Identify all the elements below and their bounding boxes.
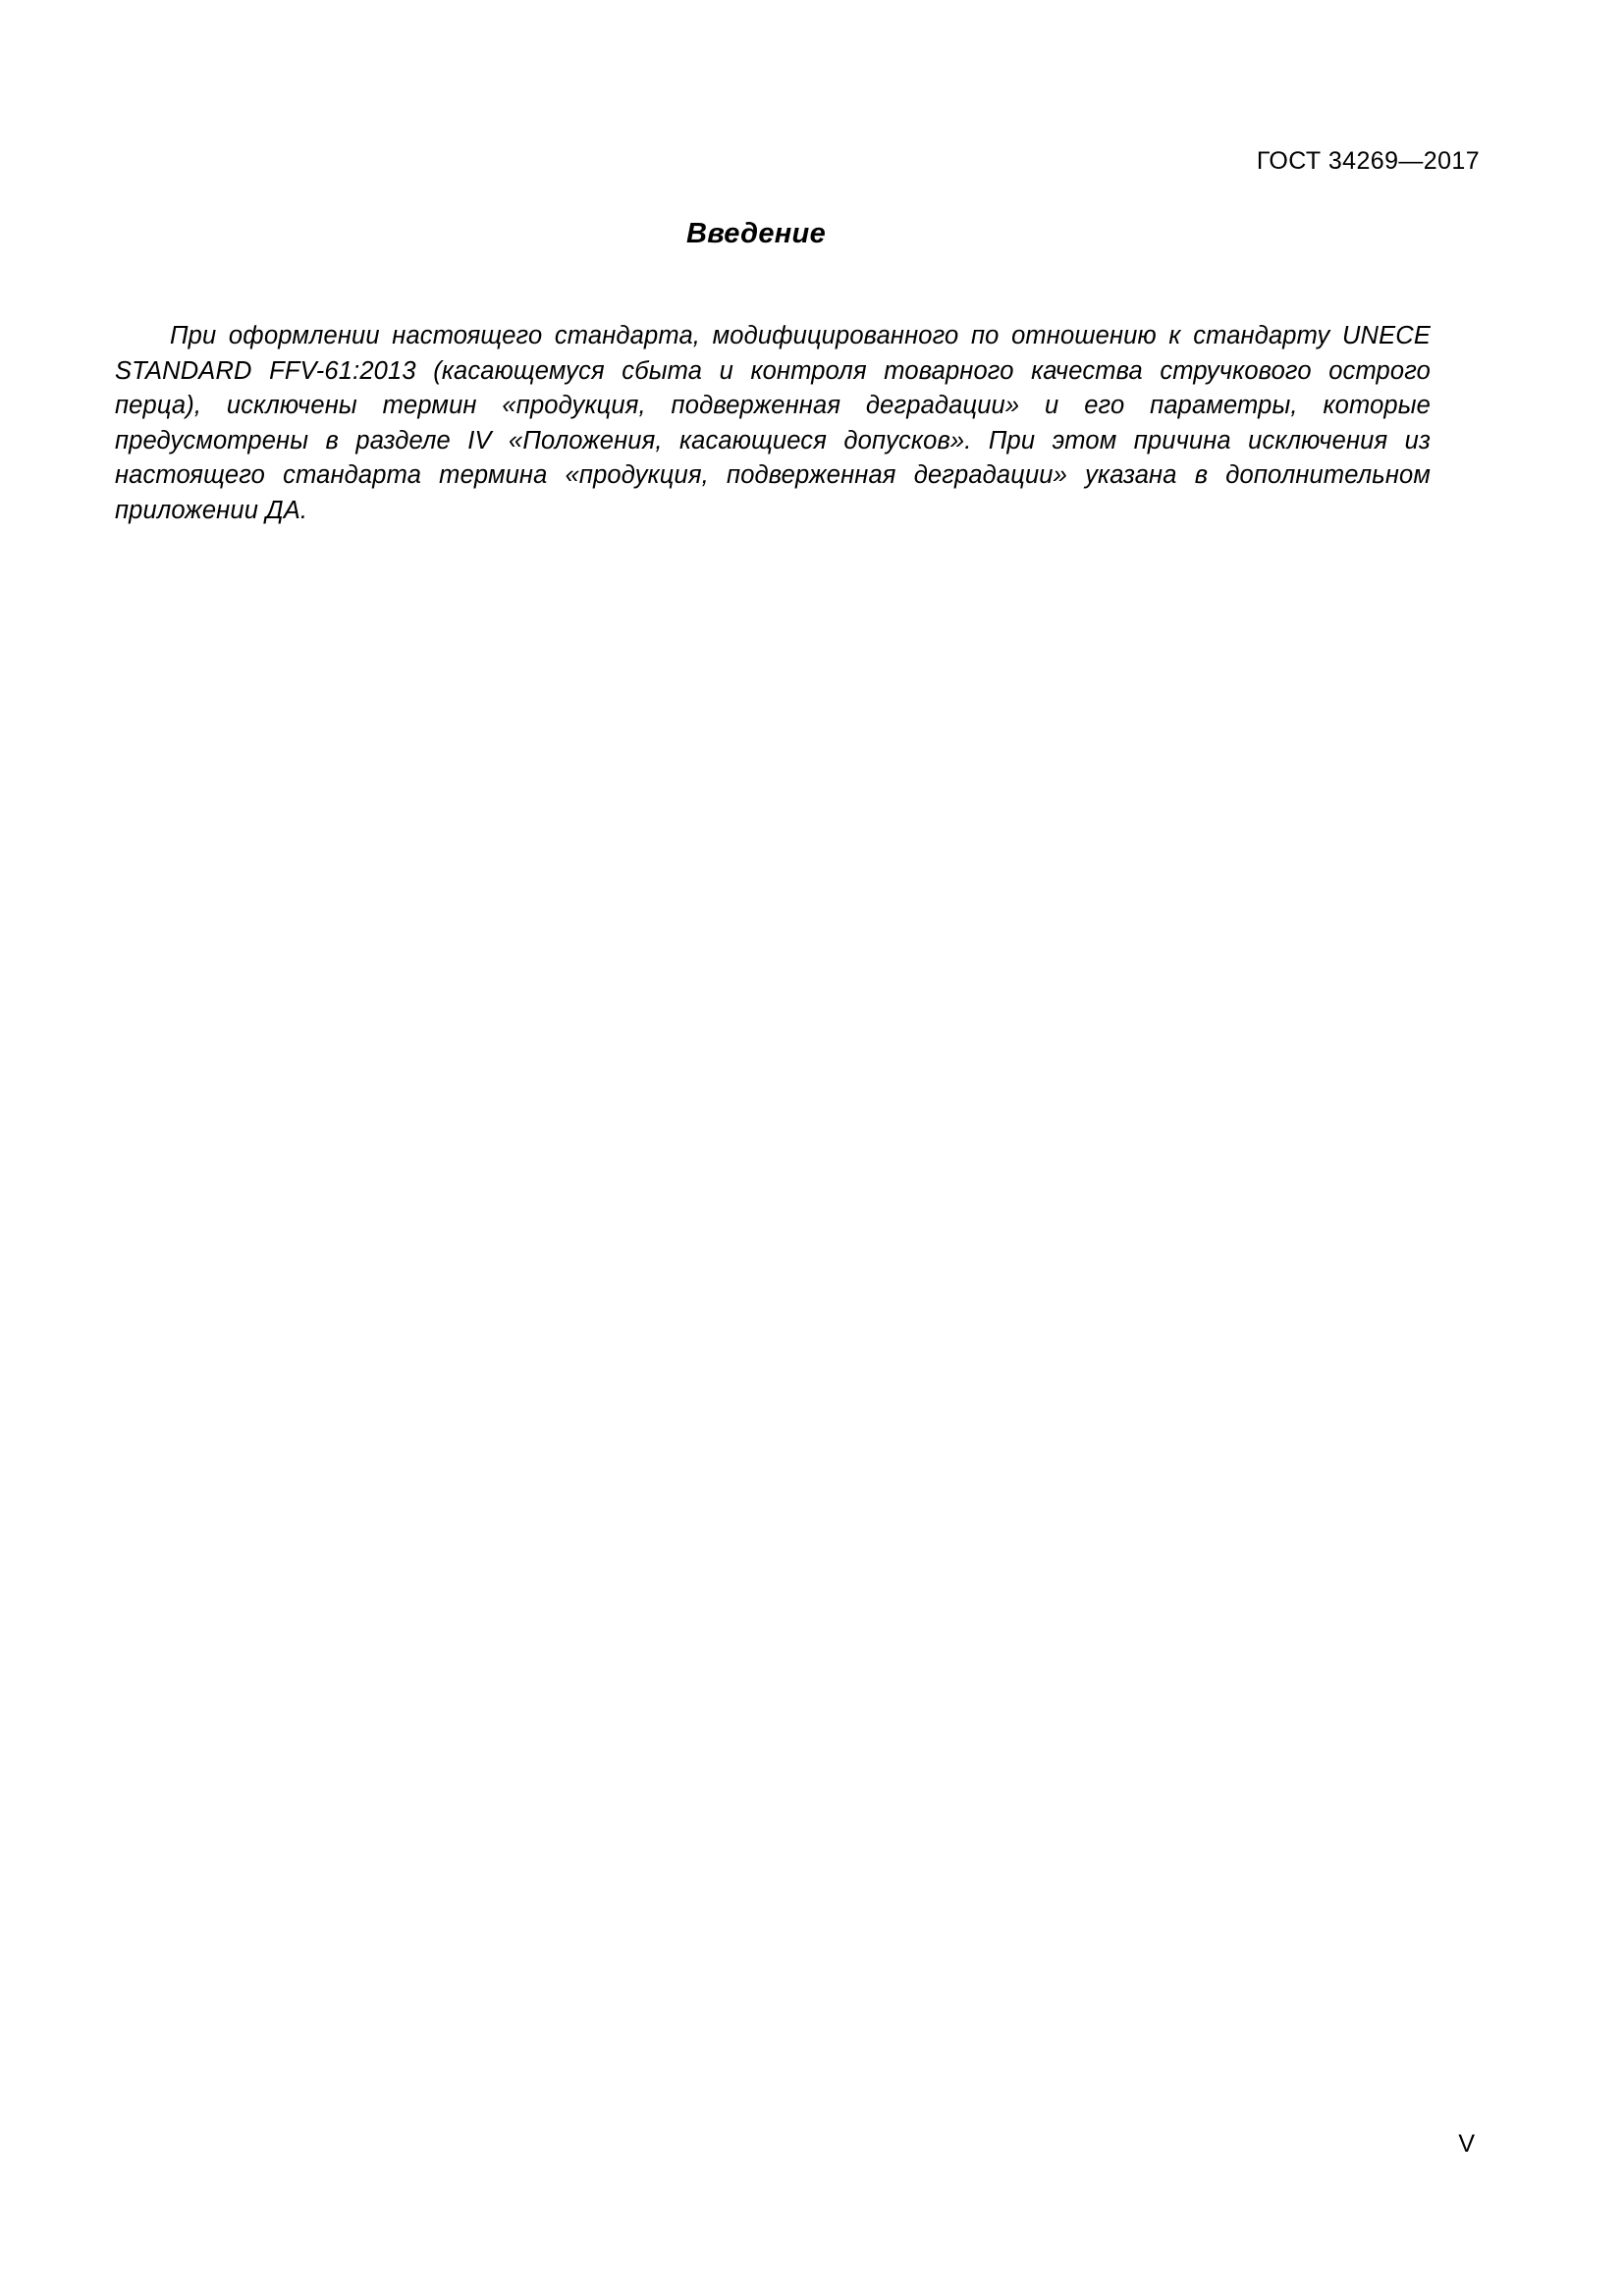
document-header-standard-number: ГОСТ 34269—2017 (1256, 147, 1480, 175)
page-title-text: Введение (685, 218, 827, 249)
document-body (115, 319, 1431, 528)
body-paragraph: При оформлении настоящего стандарта, модифицированного по отношению к стандарту UNECE STANDARD FFV-61:2013 (касающемуся сбыта и контроля товарного качества стручкового острого перца), исключены термин «продукция, подверженная деградации» и его параметры, которые предусмотрены в разделе IV «Положения, касающиеся допусков». При этом причина исключения из настоящего стандарта термина «продукция, подверженная деградации» указана в дополнительном приложении ДА. (115, 322, 1431, 524)
page-title (0, 218, 1624, 250)
page-number: V (1458, 2130, 1475, 2158)
